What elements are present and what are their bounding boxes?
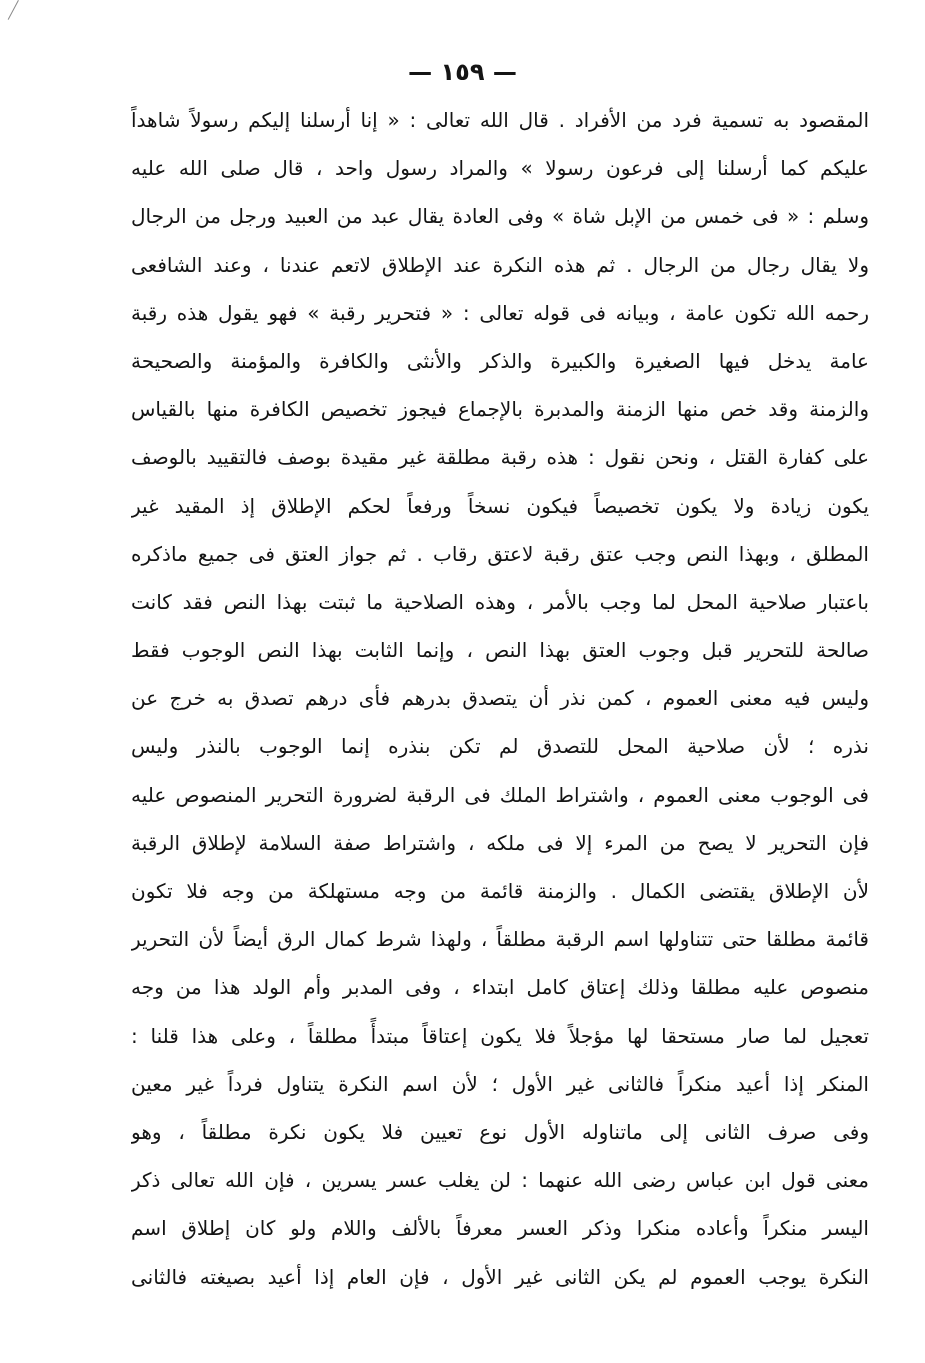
text-line: باعتبار صلاحية المحل لما وجب بالأمر ، وهذه الصلاحية ما ثبتت بهذا النص فقد كانت [131,589,869,614]
text-line: فى الوجوب معنى العموم ، واشتراط الملك فى الرقبة لضرورة التحرير المنصوص عليه [131,782,869,807]
text-line: وسلم : « فى خمس من الإبل شاة » وفى العادة يقال عبد من العبيد ورجل من الرجال [131,204,869,229]
text-line: صالحة للتحرير قبل وجوب العتق بهذا النص ، وإنما الثابت بهذا النص الوجوب فقط [131,638,869,663]
page-number: — ١٥٩ — [408,58,517,86]
text-line: النكرة يوجب العموم لم يكن الثانى غير الأول ، فإن العام إذا أعيد بصيغته فالثانى [131,1264,869,1289]
text-line: منصوص عليه مطلقا وذلك إعتاق كامل ابتداء ، وفى المدبر وأم الولد هذا من وجه [131,975,869,1000]
text-line: عليكم كما أرسلنا إلى فرعون رسولا » والمراد رسول واحد ، قال صلى الله عليه [131,156,869,181]
text-line: يكون زيادة ولا يكون تخصيصاً فيكون نسخاً ورفعاً لحكم الإطلاق إذ المقيد غير [131,493,869,518]
body-text [131,96,869,1301]
text-line: قائمة مطلقا حتى تتناولها اسم الرقبة مطلقاً ، ولهذا شرط كمال الرق أيضاً لأن التحرير [131,927,869,952]
text-line: على كفارة القتل ، ونحن نقول : هذه رقبة مطلقة غير مقيدة بوصف فالتقييد بالوصف [131,445,869,470]
text-line: اليسر منكراً وأعاده منكرا وذكر العسر معرفاً بالألف واللام ولو كان إطلاق اسم [131,1216,869,1241]
text-line: المطلق ، وبهذا النص وجب عتق رقبة لاعتق رقاب . ثم جواز العتق فى جميع ماذكره [131,541,869,566]
text-line: نذره ؛ لأن صلاحية المحل للتصدق لم تكن بنذره إنما الوجوب بالنذر وليس [131,734,869,759]
text-line: ولا يقال رجال من الرجال . ثم هذه النكرة عند الإطلاق لاتعم عندنا ، وعند الشافعى [131,252,869,277]
text-line: والزمنة وقد خص منها الزمنة والمدبرة بالإجماع فيجوز تخصيص الكافرة منها بالقياس [131,397,869,422]
text-line: معنى قول ابن عباس رضى الله عنهما : لن يغلب عسر يسرين ، فإن الله تعالى ذكر [131,1168,869,1193]
text-line: وفى صرف الثانى إلى ماتناوله الأول نوع تعيين فلا يكون نكرة مطلقاً ، وهو [131,1119,869,1144]
text-line: المنكر إذا أعيد منكراً فالثانى غير الأول ؛ لأن اسم النكرة يتناول فرداً غير معين [131,1071,869,1096]
text-line: تعجيل لما صار مستحقا لها مؤجلاً فلا يكون إعتاقاً مبتدأً مطلقاً ، وعلى هذا قلنا : [131,1023,869,1048]
text-line: لأن الإطلاق يقتضى الكمال . والزمنة قائمة من وجه مستهلكة من وجه فلا تكون [131,879,869,903]
text-line: فإن التحرير لا يصح من المرء إلا فى ملكه ، واشتراط صفة السلامة لإطلاق الرقبة [131,830,869,855]
text-line: عامة يدخل فيها الصغيرة والكبيرة والذكر والأنثى والكافرة والمؤمنة والصحيحة [131,348,869,373]
text-line: المقصود به تسمية فرد من الأفراد . قال الله تعالى : « إنا أرسلنا إليكم رسولاً شاهداً [131,108,869,132]
text-line: رحمه الله تكون عامة ، وبيانه فى قوله تعالى : « فتحرير رقبة » فهو يقول هذه رقبة [131,300,869,325]
margin-mark [8,0,19,20]
text-line: وليس فيه معنى العموم ، كمن نذر أن يتصدق بدرهم فأى درهم تصدق به خرج عن [131,686,869,711]
